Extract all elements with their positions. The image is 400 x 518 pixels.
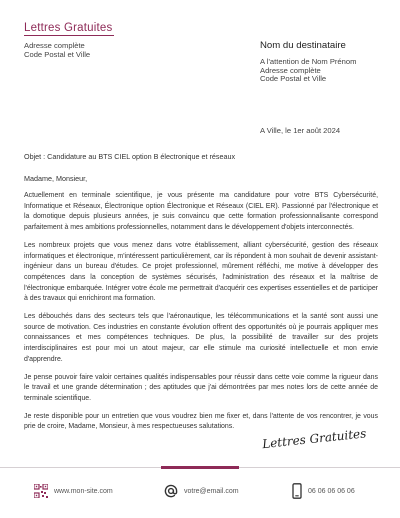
phone-text[interactable]: 06 06 06 06 06 bbox=[308, 488, 355, 495]
sender-city: Code Postal et Ville bbox=[24, 49, 91, 59]
footer-phone[interactable] bbox=[292, 484, 355, 500]
footer-accent-bar bbox=[161, 466, 239, 469]
body-paragraph: Actuellement en terminale scientifique, je vous présente ma candidature pour votre BTS Cybersécurité, Informatique et Réseaux, Électronique option Électronique et Réseaux (CIEL ER). Passionné par l'électronique et la domotique depuis plusieurs années, je suis convaincu que cette formation professionnalisante correspond parfaitement à mes ambitions professionnelles, notamment dans le développement d'objets interconnectés. bbox=[24, 192, 378, 232]
recipient-address: Adresse complète bbox=[260, 65, 321, 75]
brand-title: Lettres Gratuites bbox=[24, 22, 113, 34]
letter-greeting: Madame, Monsieur, bbox=[24, 174, 88, 183]
phone-icon bbox=[292, 483, 302, 501]
handwritten-signature: Lettres Gratuites bbox=[261, 426, 367, 452]
footer-email[interactable] bbox=[164, 484, 239, 500]
footer-website[interactable] bbox=[34, 484, 113, 500]
qr-code-icon bbox=[34, 484, 48, 500]
at-sign-icon bbox=[164, 484, 178, 500]
email-text[interactable]: votre@email.com bbox=[184, 488, 239, 495]
website-text[interactable]: www.mon-site.com bbox=[54, 488, 113, 495]
sender-block bbox=[24, 42, 90, 59]
letter-subject: Objet : Candidature au BTS CIEL option B électronique et réseaux bbox=[24, 152, 236, 161]
recipient-name: Nom du destinataire bbox=[260, 40, 346, 51]
body-paragraph: Je pense pouvoir faire valoir certaines qualités indispensables pour réussir dans cette voie comme la rigueur dans le travail et une grande détermination ; des aptitudes que j'ai démontrées par mes notes lors de cette année de terminale scientifique. bbox=[24, 373, 378, 402]
letter-date: A Ville, le 1er août 2024 bbox=[260, 126, 341, 135]
body-paragraph: Les nombreux projets que vous menez dans votre établissement, alliant cybersécurité, gestion des réseaux informatiques et électronique, m'intéressent particulièrement, car ils répondent à mon souhait de devenir assistant-ingénieur dans un bureau d'études. Ce projet professionnel, mûrement réfléchi, me motive à développer des compétences dans la conception de systèmes sécurisés, l'administration des réseaux et la maîtrise de l'électronique embarquée. Intégrer votre école me permettrait d'acquérir ces expertises essentielles et de participer à des travaux qui enrichiront ma formation. bbox=[24, 241, 378, 303]
recipient-city: Code Postal et Ville bbox=[260, 74, 327, 84]
recipient-block bbox=[260, 40, 385, 84]
body-paragraph: Les débouchés dans des secteurs tels que l'aéronautique, les télécommunications et la santé sont aussi une source de motivation. Ces industries en constante évolution offrent des opportunités où je pourrais appliquer mes connaissances et mes compétences techniques. De plus, la possibilité de travailler sur des projets interdisciplinaires est pour moi un atout majeur, car elle stimule ma curiosité intellectuelle et mon envie d'apprendre. bbox=[24, 313, 378, 363]
recipient-attention: A l'attention de Nom Prénom bbox=[260, 57, 357, 66]
letter-body bbox=[24, 191, 378, 440]
sender-address: Adresse complète bbox=[24, 41, 85, 50]
body-paragraph: Je reste disponible pour un entretien que vous voudrez bien me fixer et, dans l'attente de vos rencontrer, je vous prie de croire, Madame, Monsieur, à mes respectueuses salutations. bbox=[24, 412, 378, 431]
